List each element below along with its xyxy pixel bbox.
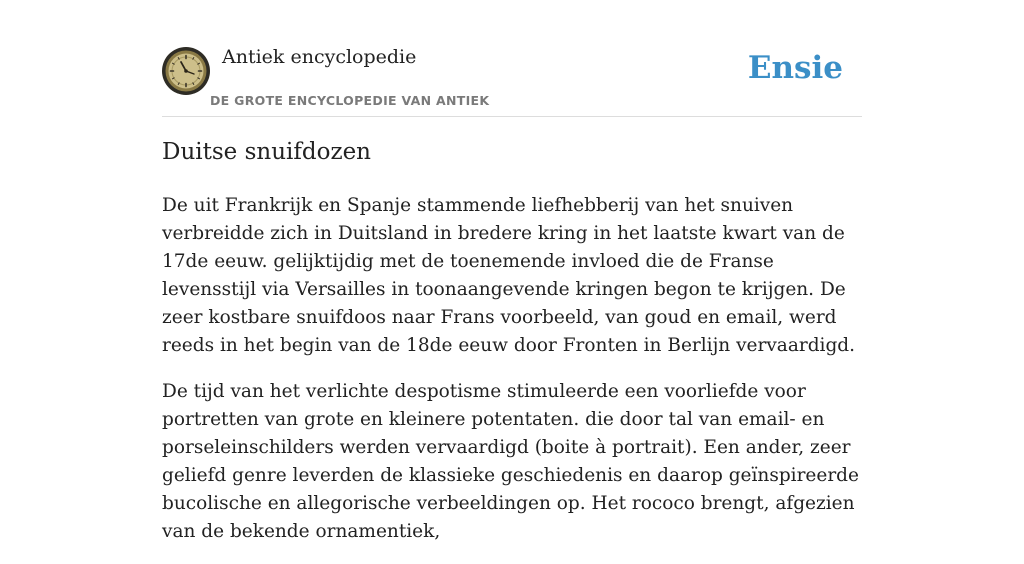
article-body [162,192,862,564]
ensie-brand-link[interactable]: Ensie [747,50,843,86]
site-title[interactable]: Antiek encyclopedie [222,46,417,68]
clock-logo-icon[interactable] [162,47,210,95]
article-paragraph: De uit Frankrijk en Spanje stammende liefhebberij van het snuiven verbreidde zich in Duitsland in bredere kring in het laatste kwart van de 17de eeuw. gelijktijdig met de toenemende invloed die de Franse levensstijl via Versailles in toonaangevende kringen begon te krijgen. De zeer kostbare snuifdoos naar Frans voorbeeld, van goud en email, werd reeds in het begin van de 18de eeuw door Fronten in Berlijn vervaardigd. [162,195,856,356]
site-subtitle: DE GROTE ENCYCLOPEDIE VAN ANTIEK [210,93,490,108]
article-title: Duitse snuifdozen [162,139,371,165]
article-paragraph: De tijd van het verlichte despotisme stimuleerde een voorliefde voor portretten van grote en kleinere potentaten. die door tal van email- en porseleinschilders werden vervaardigd (boite à portrait). Een ander, zeer geliefd genre leverden de klassieke geschiedenis en daarop geïnspireerde bucolische en allegorische verbeeldingen op. Het rococo brengt, afgezien van de bekende ornamentiek, [162,381,859,542]
site-header [162,40,862,117]
